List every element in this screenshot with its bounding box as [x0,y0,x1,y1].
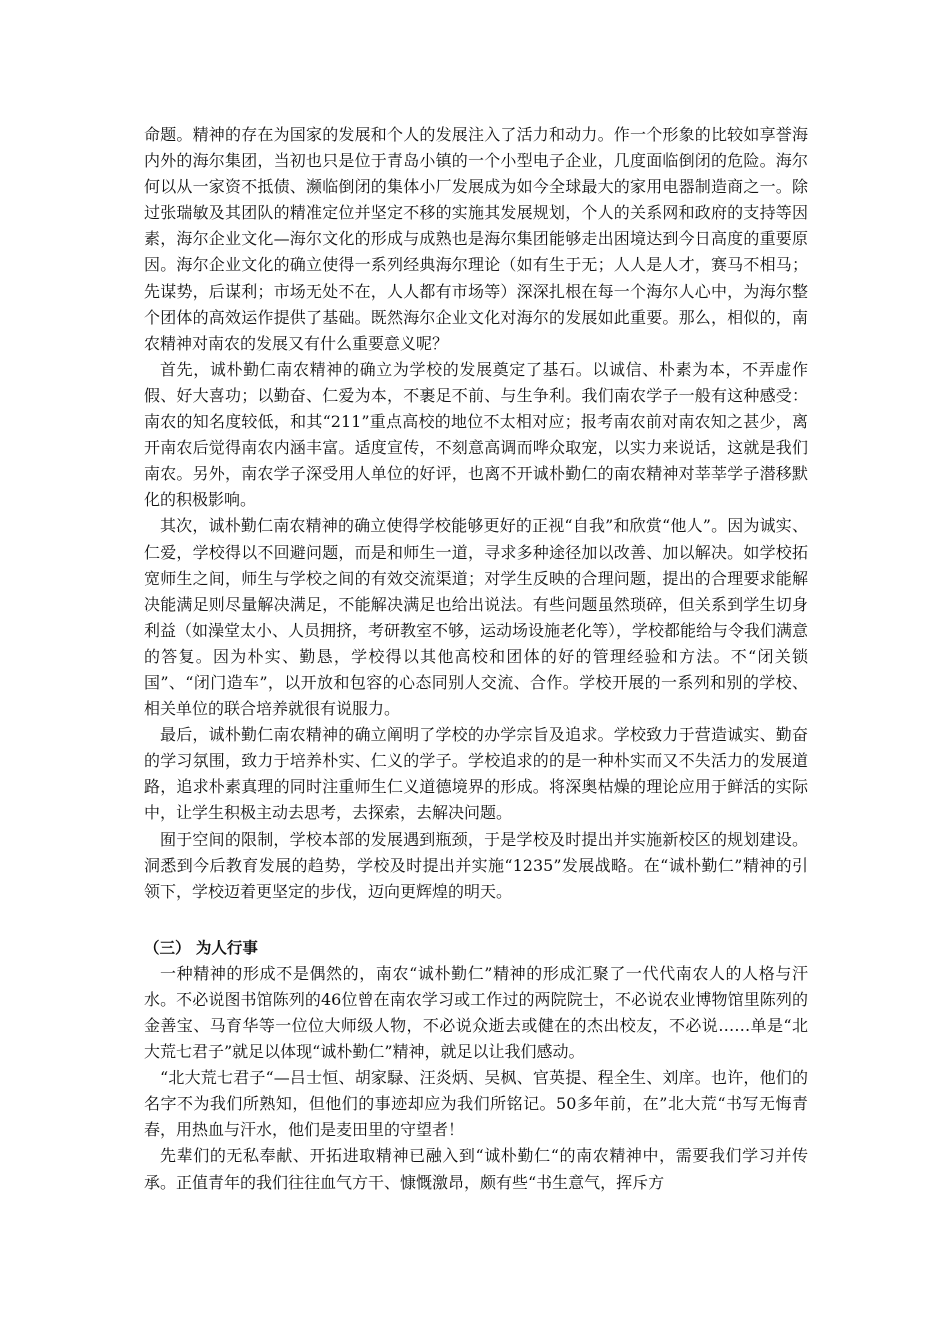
paragraph-final-point: 最后，诚朴勤仁南农精神的确立阐明了学校的办学宗旨及追求。学校致力于营造诚实、勤奋的学习氛围，致力于培养朴实、仁义的学子。学校追求的的是一种朴实而又不失活力的发展道路，追求朴素真理的同时注重师生仁义道德境界的形成。将深奥枯燥的理论应用于鲜活的实际中，让学生积极主动去思考，去探索，去解决问题。 [144,725,808,823]
paragraph-seven-gentlemen: “北大荒七君子“—吕士恒、胡家騄、汪炎炳、吴枫、官英提、程全生、刘庠。也许，他们的名字不为我们所熟知，但他们的事迹却应为我们所铭记。50多年前，在”北大荒“书写无悔青春，用热血与汗水，他们是麦田里的守望者！ [144,1068,808,1140]
document-page [144,122,808,1196]
paragraph-first-point: 首先，诚朴勤仁南农精神的确立为学校的发展奠定了基石。以诚信、朴素为本，不弄虚作假、好大喜功；以勤奋、仁爱为本，不裹足不前、与生争利。我们南农学子一般有这种感受：南农的知名度较低，和其“211”重点高校的地位不太相对应；报考南农前对南农知之甚少，离开南农后觉得南农内涵丰富。适度宣传，不刻意高调而哗众取宠，以实力来说话，这就是我们南农。另外，南农学子深受用人单位的好评，也离不开诚朴勤仁的南农精神对莘莘学子潜移默化的积极影响。 [144,359,808,510]
paragraph-campus-development: 囿于空间的限制，学校本部的发展遇到瓶颈，于是学校及时提出并实施新校区的规划建设。洞悉到今后教育发展的趋势，学校及时提出并实施“1235”发展战略。在“诚朴勤仁”精神的引领下，学校迈着更坚定的步伐，迈向更辉煌的明天。 [144,829,808,901]
paragraph-haier-intro: 命题。精神的存在为国家的发展和个人的发展注入了活力和动力。作一个形象的比较如享誉海内外的海尔集团，当初也只是位于青岛小镇的一个小型电子企业，几度面临倒闭的危险。海尔何以从一家资不抵债、濒临倒闭的集体小厂发展成为如今全球最大的家用电器制造商之一。除过张瑞敏及其团队的精准定位并坚定不移的实施其发展规划，个人的关系网和政府的支持等因素，海尔企业文化—海尔文化的形成与成熟也是海尔集团能够走出困境达到今日高度的重要原因。海尔企业文化的确立使得一系列经典海尔理论（如有生于无；人人是人才，赛马不相马；先谋势，后谋利；市场无处不在，人人都有市场等）深深扎根在每一个海尔人心中，为海尔整个团体的高效运作提供了基础。既然海尔企业文化对海尔的发展如此重要。那么，相似的，南农精神对南农的发展又有什么重要意义呢？ [144,125,808,353]
paragraph-inheritance: 先辈们的无私奉献、开拓进取精神已融入到“诚朴勤仁“的南农精神中，需要我们学习并传承。正值青年的我们往往血气方干、慷慨激昂，颇有些“书生意气，挥斥方 [144,1146,808,1192]
paragraph-second-point: 其次，诚朴勤仁南农精神的确立使得学校能够更好的正视“自我”和欣赏“他人”。因为诚实、仁爱，学校得以不回避问题，而是和师生一道，寻求多种途径加以改善、加以解决。如学校拓宽师生之间，师生与学校之间的有效交流渠道；对学生反映的合理问题，提出的合理要求能解决能满足则尽量解决满足，不能解决满足也给出说法。有些问题虽然琐碎，但关系到学生切身利益（如澡堂太小、人员拥挤，考研教室不够，运动场设施老化等），学校都能给与令我们满意的答复。因为朴实、勤恳，学校得以其他高校和团体的好的管理经验和方法。不“闭关锁国”、“闭门造车”，以开放和包容的心态同别人交流、合作。学校开展的一系列和别的学校、相关单位的联合培养就很有说服力。 [144,516,809,719]
paragraph-spirit-origin: 一种精神的形成不是偶然的，南农“诚朴勤仁”精神的形成汇聚了一代代南农人的人格与汗水。不必说图书馆陈列的46位曾在南农学习或工作过的两院院士，不必说农业博物馆里陈列的金善宝、马育华等一位位大师级人物，不必说众逝去或健在的杰出校友，不必说……单是“北大荒七君子”就足以体现“诚朴勤仁”精神，就足以让我们感动。 [144,963,808,1062]
section-heading: （三） 为人行事 [144,938,258,957]
section-spacer [144,905,808,935]
